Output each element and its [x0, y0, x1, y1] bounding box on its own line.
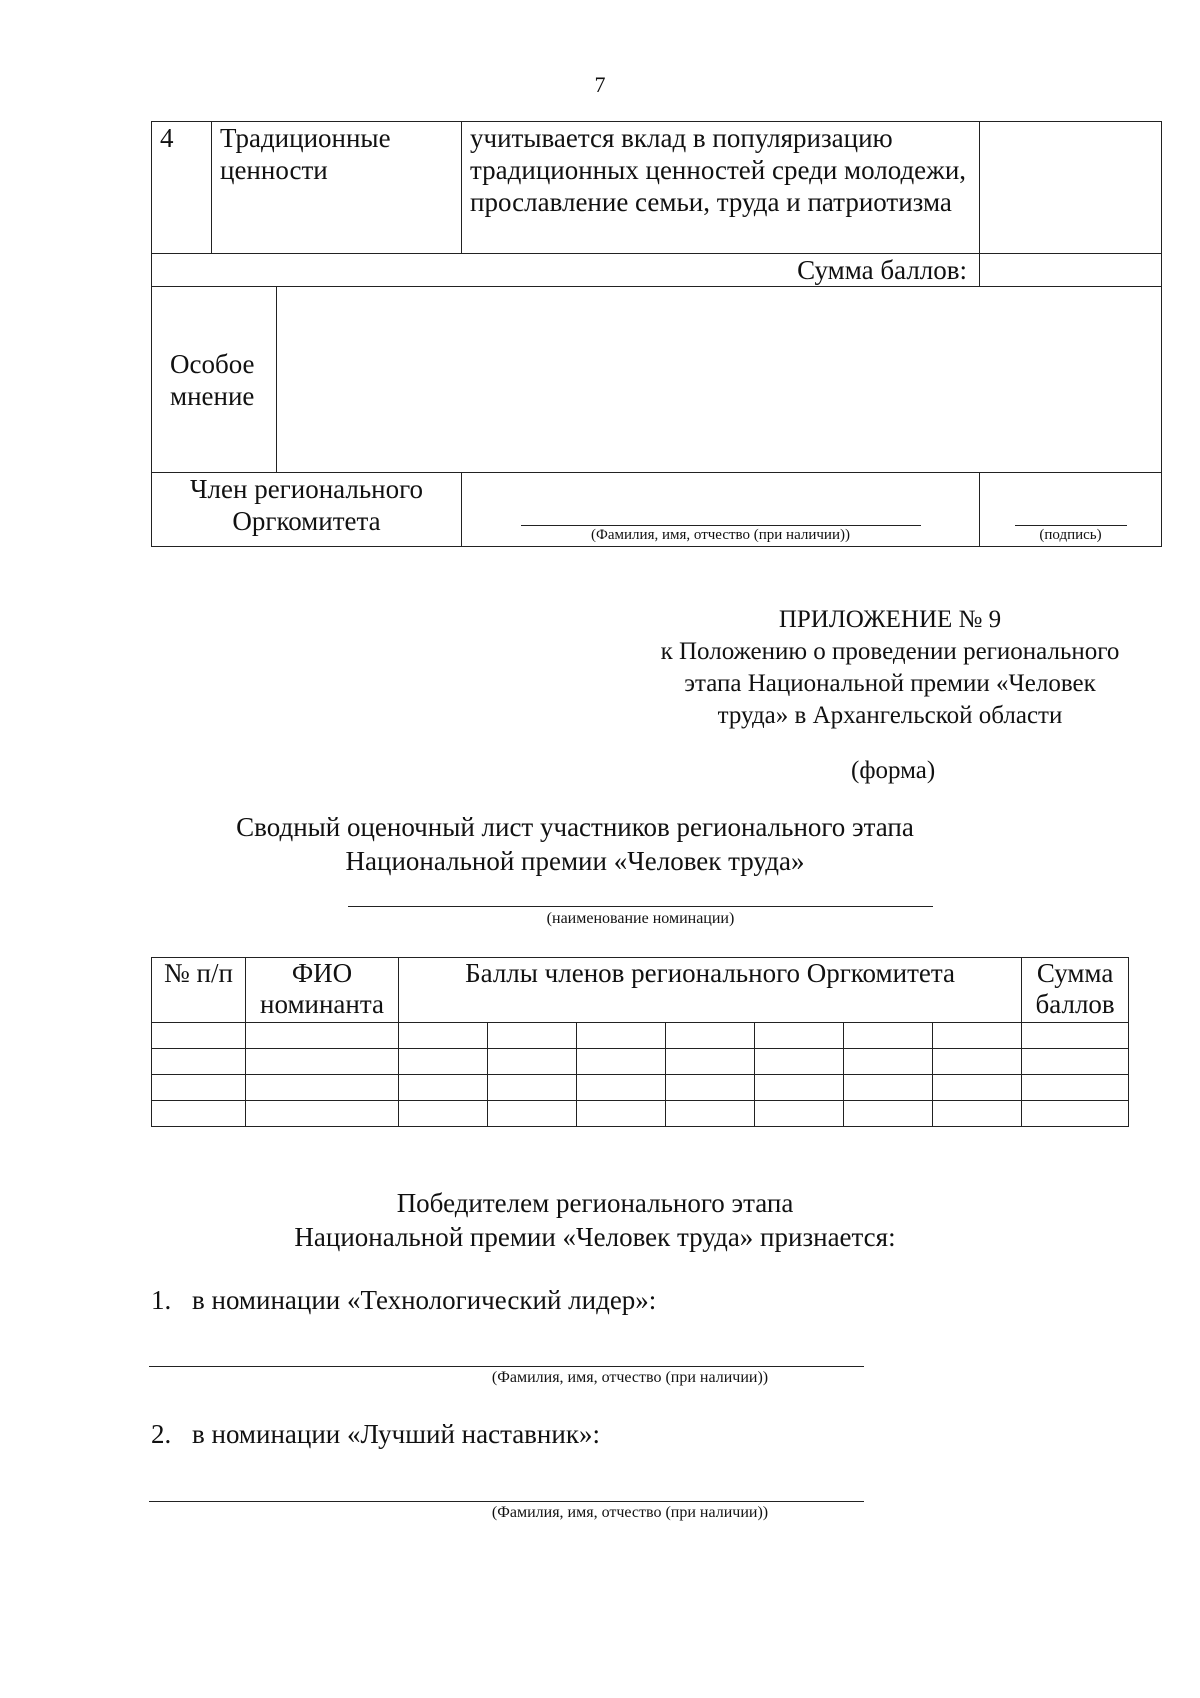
cell[interactable] [933, 1075, 1022, 1101]
appendix-line: этапа Национальной премии «Человек [684, 670, 1096, 697]
header-row [152, 958, 1129, 1023]
cell[interactable] [246, 1075, 399, 1101]
cell[interactable] [577, 1023, 666, 1049]
cell[interactable] [755, 1101, 844, 1127]
cell[interactable] [666, 1075, 755, 1101]
fio-caption: (Фамилия, имя, отчество (при наличии)) [591, 527, 850, 543]
criterion-name: Традиционные ценности [212, 122, 462, 254]
table-row [152, 122, 1162, 254]
cell[interactable] [1022, 1075, 1129, 1101]
fio-cell[interactable] [462, 473, 980, 547]
winner-caption: (Фамилия, имя, отчество (при наличии)) [491, 1504, 769, 1521]
cell[interactable] [844, 1049, 933, 1075]
summary-table [151, 957, 1129, 1127]
cell[interactable] [844, 1101, 933, 1127]
winner-item [151, 1417, 600, 1451]
cell[interactable] [666, 1049, 755, 1075]
cell[interactable] [399, 1023, 488, 1049]
signature-cell[interactable] [980, 473, 1162, 547]
criterion-description: учитывается вклад в популяризацию традиционных ценностей среди молодежи, прославление семьи, труда и патриотизма [462, 122, 980, 254]
cell[interactable] [755, 1023, 844, 1049]
cell[interactable] [399, 1049, 488, 1075]
table-row [152, 1023, 1129, 1049]
cell[interactable] [844, 1023, 933, 1049]
appendix-line: труда» в Архангельской области [717, 702, 1063, 729]
opinion-label: Особое мнение [152, 287, 277, 473]
cell[interactable] [399, 1101, 488, 1127]
cell[interactable] [933, 1101, 1022, 1127]
table-row [152, 1101, 1129, 1127]
sum-label: Сумма баллов: [152, 254, 980, 287]
winner-nomination: в номинации «Технологический лидер»: [192, 1285, 657, 1315]
winner-nomination: в номинации «Лучший наставник»: [192, 1419, 600, 1449]
cell[interactable] [755, 1049, 844, 1075]
winner-name-line[interactable] [149, 1501, 864, 1502]
winners-title [0, 1186, 1195, 1254]
table-row [152, 1049, 1129, 1075]
cell[interactable] [577, 1101, 666, 1127]
cell[interactable] [933, 1023, 1022, 1049]
table-row [152, 473, 1162, 547]
cell[interactable] [488, 1075, 577, 1101]
winner-number: 1. [151, 1285, 172, 1315]
cell[interactable] [246, 1049, 399, 1075]
cell[interactable] [1022, 1049, 1129, 1075]
cell[interactable] [666, 1023, 755, 1049]
cell[interactable] [1022, 1023, 1129, 1049]
cell[interactable] [577, 1049, 666, 1075]
appendix-block [620, 604, 1160, 732]
appendix-line: к Положению о проведении регионального [660, 638, 1120, 665]
header-num: № п/п [152, 958, 246, 1023]
summary-title-line: Сводный оценочный лист участников регионального этапа [236, 812, 914, 842]
summary-title [0, 810, 1175, 878]
page-number: 7 [594, 72, 606, 97]
criteria-table [151, 121, 1162, 547]
row-number: 4 [152, 122, 212, 254]
cell[interactable] [933, 1049, 1022, 1075]
cell[interactable] [844, 1075, 933, 1101]
cell[interactable] [152, 1075, 246, 1101]
cell[interactable] [152, 1023, 246, 1049]
score-cell[interactable] [980, 122, 1162, 254]
cell[interactable] [246, 1101, 399, 1127]
cell[interactable] [152, 1101, 246, 1127]
nomination-line[interactable] [348, 906, 933, 907]
winners-title-line: Национальной премии «Человек труда» признается: [294, 1222, 896, 1252]
cell[interactable] [399, 1075, 488, 1101]
winners-title-line: Победителем регионального этапа [396, 1188, 794, 1218]
form-label: (форма) [851, 757, 936, 784]
header-fio: ФИО номинанта [246, 958, 399, 1023]
table-row [152, 287, 1162, 473]
cell[interactable] [488, 1101, 577, 1127]
member-label: Член регионального Оргкомитета [152, 473, 462, 547]
cell[interactable] [246, 1023, 399, 1049]
opinion-cell[interactable] [277, 287, 1162, 473]
cell[interactable] [488, 1049, 577, 1075]
cell[interactable] [1022, 1101, 1129, 1127]
summary-title-line: Национальной премии «Человек труда» [345, 846, 805, 876]
appendix-title: ПРИЛОЖЕНИЕ № 9 [778, 606, 1002, 633]
table-row [152, 254, 1162, 287]
header-scores: Баллы членов регионального Оргкомитета [399, 958, 1022, 1023]
cell[interactable] [755, 1075, 844, 1101]
cell[interactable] [666, 1101, 755, 1127]
header-sum: Сумма баллов [1022, 958, 1129, 1023]
winner-item [151, 1283, 656, 1317]
winner-number: 2. [151, 1419, 172, 1449]
cell[interactable] [577, 1075, 666, 1101]
table-row [152, 1075, 1129, 1101]
cell[interactable] [488, 1023, 577, 1049]
nomination-caption: (наименование номинации) [546, 910, 735, 927]
winner-name-line[interactable] [149, 1366, 864, 1367]
winner-caption: (Фамилия, имя, отчество (при наличии)) [491, 1369, 769, 1386]
sum-cell[interactable] [980, 254, 1162, 287]
signature-caption: (подпись) [1039, 527, 1102, 543]
cell[interactable] [152, 1049, 246, 1075]
